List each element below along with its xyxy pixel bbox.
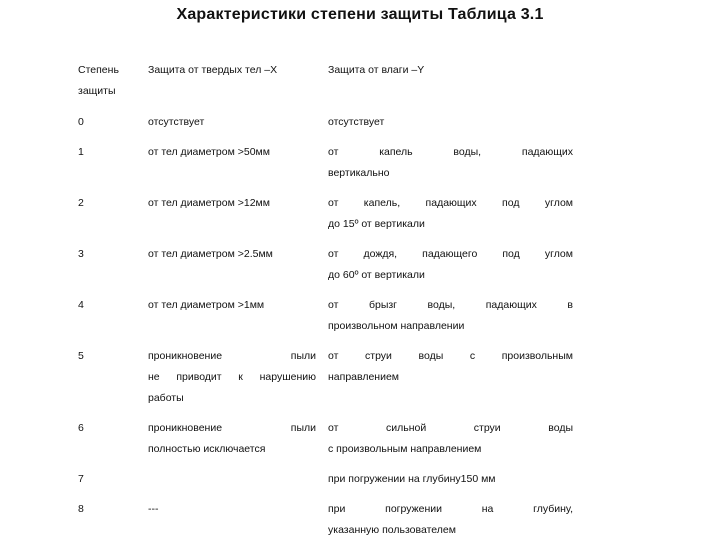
cell-level: 2 xyxy=(78,197,84,209)
cell-moisture-line: отсутствует xyxy=(328,116,385,128)
cell-level: 0 xyxy=(78,116,84,128)
cell-solid-line: от тел диаметром >1мм xyxy=(148,299,265,311)
cell-solid xyxy=(148,244,328,265)
cell-solid-line: проникновение пыли xyxy=(148,422,316,434)
cell-moisture-line: от капель, падающих под углом xyxy=(328,197,573,209)
cell-solid xyxy=(148,499,328,520)
header-solid: Защита от твердых тел –X xyxy=(148,64,278,76)
cell-solid-line: проникновение пыли xyxy=(148,350,316,362)
header-level: Степень защиты xyxy=(78,64,119,97)
cell-solid-line: отсутствует xyxy=(148,116,205,128)
cell-solid-line: работы xyxy=(148,392,184,404)
header-moisture: Защита от влаги –Y xyxy=(328,64,425,76)
table-row xyxy=(78,346,588,409)
table-body xyxy=(78,112,588,541)
cell-solid-line: полностью исключается xyxy=(148,443,266,455)
cell-solid xyxy=(148,418,328,460)
cell-solid xyxy=(148,295,328,316)
table-row xyxy=(78,469,588,490)
cell-level: 6 xyxy=(78,422,84,434)
cell-moisture-line: направлением xyxy=(328,371,400,383)
table-row xyxy=(78,244,588,286)
cell-level: 8 xyxy=(78,503,84,515)
cell-solid xyxy=(148,346,328,409)
cell-moisture-line: с произвольным направлением xyxy=(328,443,482,455)
cell-moisture xyxy=(328,418,573,460)
cell-moisture-line: от сильной струи воды xyxy=(328,422,573,434)
cell-solid-line: --- xyxy=(148,503,159,515)
table-header-row xyxy=(78,60,588,102)
cell-solid xyxy=(148,469,328,490)
cell-level: 4 xyxy=(78,299,84,311)
cell-level: 1 xyxy=(78,146,84,158)
cell-moisture-line: до 60º от вертикали xyxy=(328,269,425,281)
table-row xyxy=(78,193,588,235)
cell-solid-line: от тел диаметром >12мм xyxy=(148,197,270,209)
cell-moisture-line: от дождя, падающего под углом xyxy=(328,248,573,260)
cell-level: 7 xyxy=(78,473,84,485)
cell-solid-line: не приводит к нарушению xyxy=(148,371,316,383)
cell-moisture-line: до 15º от вертикали xyxy=(328,218,425,230)
cell-solid-line xyxy=(148,469,316,490)
table-row xyxy=(78,418,588,460)
cell-moisture xyxy=(328,142,573,184)
cell-solid xyxy=(148,193,328,214)
cell-moisture xyxy=(328,469,573,490)
cell-solid-line: от тел диаметром >50мм xyxy=(148,146,270,158)
cell-level: 3 xyxy=(78,248,84,260)
table-row xyxy=(78,142,588,184)
cell-moisture xyxy=(328,499,573,541)
cell-solid-line: от тел диаметром >2.5мм xyxy=(148,248,273,260)
cell-moisture xyxy=(328,193,573,235)
cell-moisture xyxy=(328,244,573,286)
cell-moisture xyxy=(328,112,573,133)
cell-moisture-line: при погружении на глубину150 мм xyxy=(328,473,496,485)
table-row xyxy=(78,295,588,337)
cell-level: 5 xyxy=(78,350,84,362)
cell-moisture-line: от брызг воды, падающих в xyxy=(328,299,573,311)
cell-moisture xyxy=(328,295,573,337)
cell-moisture xyxy=(328,346,573,388)
protection-table xyxy=(78,60,588,541)
cell-moisture-line: произвольном направлении xyxy=(328,320,465,332)
cell-solid xyxy=(148,112,328,133)
table-row xyxy=(78,112,588,133)
table-row xyxy=(78,499,588,541)
page-title: Характеристики степени защиты Таблица 3.1 xyxy=(176,6,544,23)
cell-moisture-line: от капель воды, падающих xyxy=(328,146,573,158)
cell-moisture-line: от струи воды с произвольным xyxy=(328,350,573,362)
cell-moisture-line: указанную пользователем xyxy=(328,524,456,536)
cell-moisture-line: вертикально xyxy=(328,167,390,179)
cell-solid xyxy=(148,142,328,163)
cell-moisture-line: при погружении на глубину, xyxy=(328,503,573,515)
